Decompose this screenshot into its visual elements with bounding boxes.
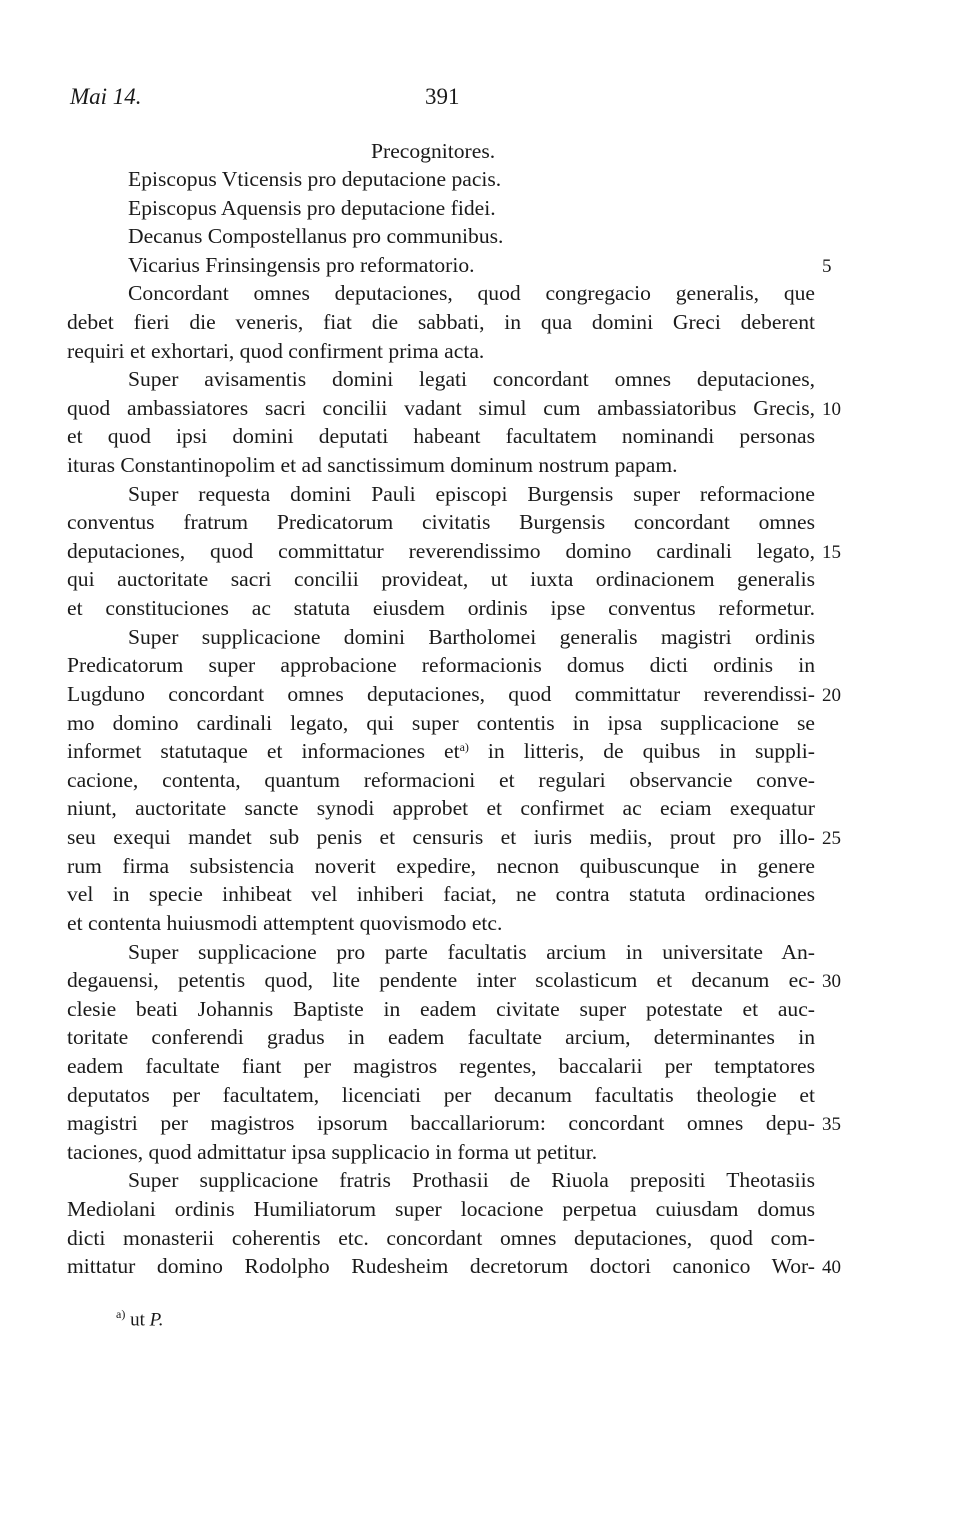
text-line-16: et constituciones ac statuta eiusdem ordinis ipse conventus reformetur. [67, 596, 815, 620]
text-line-17: Super supplicacione domini Bartholomei generalis magistri ordinis [128, 625, 815, 649]
text-line-10: et quod ipsi domini deputati habeant facultatem nominandi personas [67, 424, 815, 448]
text-line-20: mo domino cardinali legato, qui super contentis in ipsa supplicacione se [67, 711, 815, 735]
page-number: 391 [425, 84, 460, 109]
text-line-8: Super avisamentis domini legati concordant omnes deputaciones, [128, 367, 815, 391]
text-line-24: seu exequi mandet sub penis et censuris et iuris mediis, prout pro illo- [67, 825, 815, 849]
text-line-9: quod ambassiatores sacri concilii vadant simul cum ambassiatoribus Grecis, [67, 396, 815, 420]
text-line-25: rum firma subsistencia noverit expedire, necnon quibuscunque in genere [67, 854, 815, 878]
text-line-13: conventus fratrum Predicatorum civitatis Burgensis concordant omnes [67, 510, 815, 534]
footnote-text: ut [125, 1309, 150, 1331]
text-line-23: niunt, auctoritate sancte synodi approbet et confirmet ac eciam exequatur [67, 796, 815, 820]
page-header [0, 84, 960, 114]
text-line-4: Vicarius Frinsingensis pro reformatorio. [128, 253, 475, 277]
section-heading: Precognitores. [371, 139, 496, 163]
text-line-21 [67, 737, 815, 765]
text-line-39: mittatur domino Rodolpho Rudesheim decretorum doctori canonico Wor- [67, 1254, 815, 1278]
text-line-27: et contenta huiusmodi attemptent quovismodo etc. [67, 911, 503, 935]
text-line-12: Super requesta domini Pauli episcopi Burgensis super reformacione [128, 482, 815, 506]
text-line-11: ituras Constantinopolim et ad sanctissimum dominum nostrum papam. [67, 453, 678, 477]
text-line-33: deputatos per facultatem, licenciati per decanum facultatis theologie et [67, 1083, 815, 1107]
line-number: 5 [822, 256, 832, 277]
running-head: Mai 14. [70, 84, 142, 109]
text-line-7: requiri et exhortari, quod confirment prima acta. [67, 339, 485, 363]
footnote-siglum: P. [149, 1309, 164, 1331]
text-line-31: toritate conferendi gradus in eadem facultate arcium, determinantes in [67, 1025, 815, 1049]
text-line-29: degauensi, petentis quod, lite pendente inter scolasticum et decanum ec- [67, 968, 815, 992]
text-line-21-part-1: informet statutaque et informaciones et [67, 739, 460, 763]
footnote [116, 1302, 164, 1332]
line-number: 40 [822, 1257, 841, 1278]
text-line-14: deputaciones, quod committatur reverendissimo domino cardinali legato, [67, 539, 815, 563]
line-number: 30 [822, 971, 841, 992]
text-line-1: Episcopus Vticensis pro deputacione pacis. [128, 167, 502, 191]
line-number: 25 [822, 828, 841, 849]
line-number: 15 [822, 542, 841, 563]
text-line-5: Concordant omnes deputaciones, quod congregacio generalis, que [128, 281, 815, 305]
text-line-36: Super supplicacione fratris Prothasii de Riuola prepositi Theotasiis [128, 1168, 815, 1192]
text-line-38: dicti monasterii coherentis etc. concordant omnes deputaciones, quod com- [67, 1226, 815, 1250]
text-line-21-part-2: in litteris, de quibus in suppli- [468, 739, 816, 763]
line-number: 35 [822, 1114, 841, 1135]
footnote-mark: a) [116, 1307, 126, 1321]
text-line-22: cacione, contenta, quantum reformacioni et regulari observancie conve- [67, 768, 815, 792]
text-line-32: eadem facultate fiant per magistros regentes, baccalarii per temptatores [67, 1054, 815, 1078]
text-line-35: taciones, quod admittatur ipsa supplicacio in forma ut petitur. [67, 1140, 598, 1164]
text-line-19: Lugduno concordant omnes deputaciones, quod committatur reverendissi- [67, 682, 815, 706]
line-number: 10 [822, 399, 841, 420]
text-line-34: magistri per magistros ipsorum baccallariorum: concordant omnes depu- [67, 1111, 815, 1135]
text-line-18: Predicatorum super approbacione reformacionis domus dicti ordinis in [67, 653, 815, 677]
text-line-6: debet fieri die veneris, fiat die sabbati, in qua domini Greci deberent [67, 310, 815, 334]
line-number: 20 [822, 685, 841, 706]
text-line-3: Decanus Compostellanus pro communibus. [128, 224, 504, 248]
footnote-reference: a) [459, 740, 469, 754]
text-line-28: Super supplicacione pro parte facultatis arcium in universitate An- [128, 940, 815, 964]
text-line-2: Episcopus Aquensis pro deputacione fidei. [128, 196, 496, 220]
text-line-30: clesie beati Johannis Baptiste in eadem civitate super potestate et auc- [67, 997, 815, 1021]
text-line-37: Mediolani ordinis Humiliatorum super locacione perpetua cuiusdam domus [67, 1197, 815, 1221]
text-line-26: vel in specie inhibeat vel inhiberi faciat, ne contra statuta ordinaciones [67, 882, 815, 906]
text-line-15: qui auctoritate sacri concilii provideat, ut iuxta ordinacionem generalis [67, 567, 815, 591]
